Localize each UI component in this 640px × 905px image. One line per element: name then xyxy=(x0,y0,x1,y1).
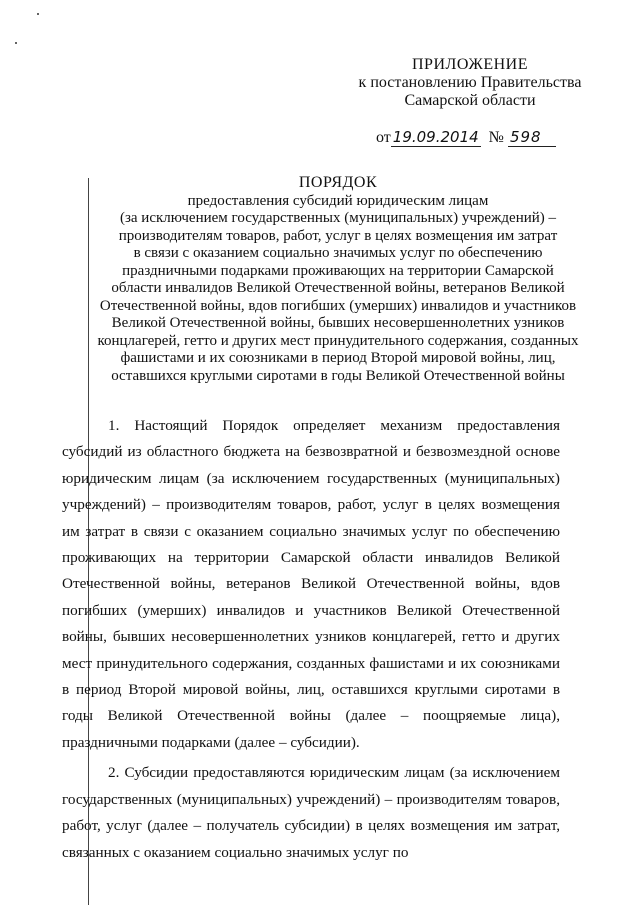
title-line: в связи с оказанием социально значимых услуг по обеспечению xyxy=(133,245,543,261)
order-date: 19.09.2014 xyxy=(392,128,479,146)
appendix-decree-ref: к постановлению Правительства xyxy=(358,74,582,91)
title-line: оставшихся круглыми сиротами в годы Великой Отечественной войны xyxy=(111,367,565,384)
appendix-header xyxy=(340,56,600,110)
order-number-label: № xyxy=(488,129,504,146)
title-line: праздничными подарками проживающих на территории Самарской xyxy=(122,262,554,279)
title-line: предоставления субсидий юридическим лицам xyxy=(187,192,489,209)
appendix-title: ПРИЛОЖЕНИЕ xyxy=(411,56,528,73)
title-line: производителям товаров, работ, услуг в целях возмещения им затрат xyxy=(118,227,558,244)
appendix-region: Самарской области xyxy=(404,92,536,109)
order-number: 598 xyxy=(508,128,556,147)
scan-speck xyxy=(37,13,39,15)
paragraph-1: 1. Настоящий Порядок определяет механизм предоставления субсидий из областного бюджета на безвозвратной и безвозмездной основе юридическим лицам (за исключением государственных (муниципальных) учреждений) – производителям товаров, работ, услуг в целях возмещения им затрат в связи с оказанием социально значимых услуг по обеспечению проживающих на территории Самарской области инвалидов Великой Отечественной войны, ветеранов Великой Отечественной войны, вдов погибших (умерших) инвалидов и участников Великой Отечественной войны, бывших несовершеннолетних узников концлагерей, гетто и других мест принудительного содержания, созданных фашистами и их союзниками в период Второй мировой войны, лиц, оставшихся круглыми сиротами в годы Великой Отечественной войны (далее – поощряемые лица), праздничными подарками (далее – субсидии). xyxy=(62,417,560,751)
document-body xyxy=(62,413,560,866)
paragraph-2: 2. Субсидии предоставляются юридическим лицам (за исключением государственных (муниципальных) учреждений) – производителям товаров, работ, услуг (далее – получатель субсидии) в целях возмещения им затрат, связанных с оказанием социально значимых услуг по xyxy=(62,764,560,861)
title-line: Великой Отечественной войны, бывших несовершеннолетних узников xyxy=(111,315,565,331)
title-line: фашистами и их союзниками в период Второй мировой войны, лиц, xyxy=(120,350,556,366)
title-line: области инвалидов Великой Отечественной войны, ветеранов Великой xyxy=(111,280,565,296)
order-reference xyxy=(376,128,556,147)
scan-speck xyxy=(15,42,17,44)
title-line: (за исключением государственных (муниципальных) учреждений) – xyxy=(119,210,557,226)
title-line: концлагерей, гетто и других мест принудительного содержания, созданных xyxy=(97,332,579,349)
order-from-label: от xyxy=(376,129,391,146)
title-heading: ПОРЯДОК xyxy=(298,174,378,191)
title-line: Отечественной войны, вдов погибших (умерших) инвалидов и участников xyxy=(99,297,577,314)
document-title xyxy=(78,174,598,385)
